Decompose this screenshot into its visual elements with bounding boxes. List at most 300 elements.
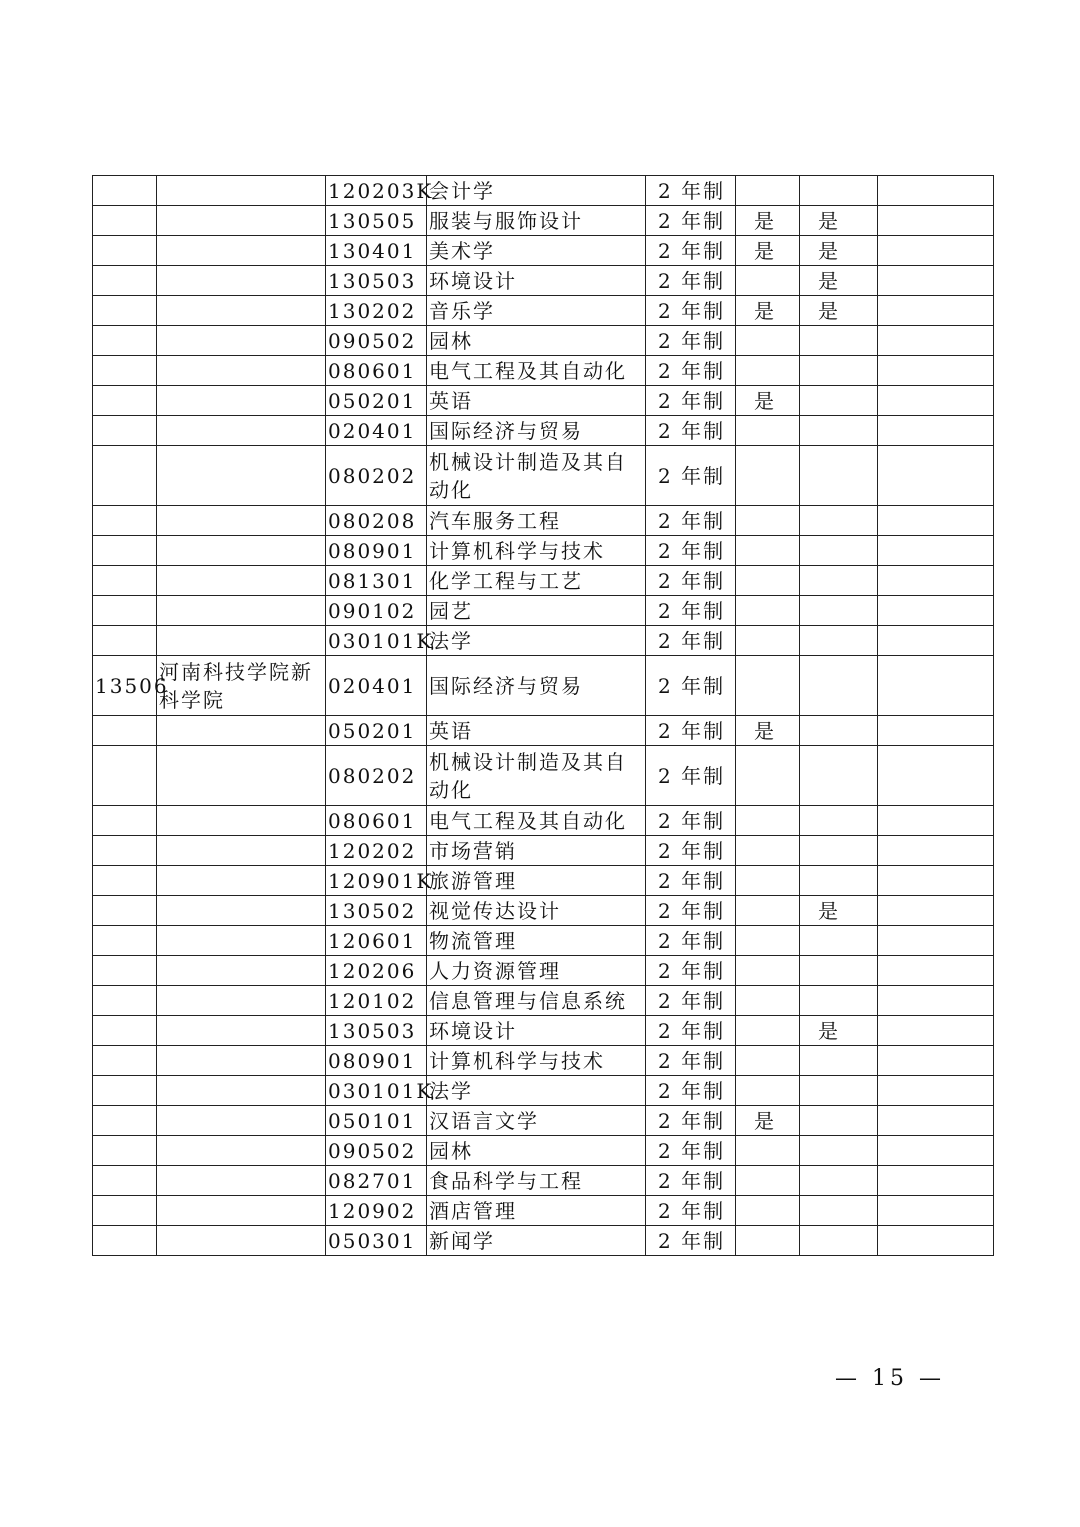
- flag-cell-b: [800, 416, 878, 446]
- major-name-cell: 音乐学: [427, 296, 646, 326]
- table-row: [93, 1136, 994, 1166]
- flag-cell-a: [736, 926, 800, 956]
- table-body: [93, 176, 994, 1256]
- flag-cell-a: [736, 806, 800, 836]
- flag-cell-a: [736, 506, 800, 536]
- school-code-cell: [93, 956, 157, 986]
- major-code-cell: 130503: [326, 266, 427, 296]
- school-code-cell: [93, 806, 157, 836]
- school-name-cell: [157, 206, 326, 236]
- major-code-cell: 081301: [326, 566, 427, 596]
- duration-cell: 2 年制: [646, 566, 736, 596]
- duration-cell: 2 年制: [646, 896, 736, 926]
- major-code-cell: 120902: [326, 1196, 427, 1226]
- flag-cell-b: [800, 1106, 878, 1136]
- major-code-cell: 020401: [326, 656, 427, 716]
- page-number: — 15 —: [835, 1366, 945, 1391]
- major-name-cell: 环境设计: [427, 266, 646, 296]
- table-row: [93, 656, 994, 716]
- school-name-cell: [157, 1196, 326, 1226]
- major-code-cell: 120601: [326, 926, 427, 956]
- table-row: [93, 806, 994, 836]
- blank-cell: [878, 956, 994, 986]
- major-code-cell: 030101K: [326, 626, 427, 656]
- table-row: [93, 296, 994, 326]
- major-name-cell: 环境设计: [427, 1016, 646, 1046]
- blank-cell: [878, 506, 994, 536]
- flag-cell-a: 是: [736, 296, 800, 326]
- table-row: [93, 446, 994, 506]
- school-code-cell: [93, 1046, 157, 1076]
- table-row: [93, 836, 994, 866]
- major-code-cell: 020401: [326, 416, 427, 446]
- blank-cell: [878, 896, 994, 926]
- major-code-cell: 130503: [326, 1016, 427, 1046]
- flag-cell-b: [800, 536, 878, 566]
- blank-cell: [878, 1226, 994, 1256]
- flag-cell-b: [800, 506, 878, 536]
- blank-cell: [878, 1076, 994, 1106]
- major-name-cell: 国际经济与贸易: [427, 416, 646, 446]
- school-name-cell: 河南科技学院新科学院: [157, 656, 326, 716]
- major-code-cell: 120102: [326, 986, 427, 1016]
- duration-cell: 2 年制: [646, 626, 736, 656]
- school-code-cell: [93, 566, 157, 596]
- blank-cell: [878, 716, 994, 746]
- flag-cell-a: [736, 536, 800, 566]
- flag-cell-a: [736, 866, 800, 896]
- blank-cell: [878, 866, 994, 896]
- table-row: [93, 566, 994, 596]
- flag-cell-a: [736, 1226, 800, 1256]
- major-name-cell: 食品科学与工程: [427, 1166, 646, 1196]
- flag-cell-b: 是: [800, 296, 878, 326]
- major-code-cell: 080901: [326, 536, 427, 566]
- flag-cell-a: [736, 566, 800, 596]
- school-name-cell: [157, 356, 326, 386]
- major-name-cell: 会计学: [427, 176, 646, 206]
- major-name-cell: 物流管理: [427, 926, 646, 956]
- table-row: [93, 416, 994, 446]
- blank-cell: [878, 1136, 994, 1166]
- blank-cell: [878, 566, 994, 596]
- major-code-cell: 050101: [326, 1106, 427, 1136]
- school-name-cell: [157, 416, 326, 446]
- duration-cell: 2 年制: [646, 656, 736, 716]
- duration-cell: 2 年制: [646, 926, 736, 956]
- major-code-cell: 080601: [326, 806, 427, 836]
- blank-cell: [878, 926, 994, 956]
- flag-cell-b: [800, 806, 878, 836]
- duration-cell: 2 年制: [646, 956, 736, 986]
- table-row: [93, 536, 994, 566]
- school-name-cell: [157, 866, 326, 896]
- duration-cell: 2 年制: [646, 266, 736, 296]
- duration-cell: 2 年制: [646, 416, 736, 446]
- major-name-cell: 化学工程与工艺: [427, 566, 646, 596]
- major-name-cell: 计算机科学与技术: [427, 1046, 646, 1076]
- blank-cell: [878, 386, 994, 416]
- flag-cell-a: [736, 896, 800, 926]
- table-row: [93, 506, 994, 536]
- duration-cell: 2 年制: [646, 1046, 736, 1076]
- blank-cell: [878, 236, 994, 266]
- duration-cell: 2 年制: [646, 176, 736, 206]
- major-code-cell: 080601: [326, 356, 427, 386]
- duration-cell: 2 年制: [646, 296, 736, 326]
- flag-cell-a: [736, 326, 800, 356]
- school-name-cell: [157, 836, 326, 866]
- flag-cell-b: 是: [800, 236, 878, 266]
- flag-cell-a: [736, 1016, 800, 1046]
- school-code-cell: [93, 416, 157, 446]
- school-name-cell: [157, 566, 326, 596]
- flag-cell-a: [736, 656, 800, 716]
- major-code-cell: 050201: [326, 386, 427, 416]
- duration-cell: 2 年制: [646, 836, 736, 866]
- school-name-cell: [157, 716, 326, 746]
- duration-cell: 2 年制: [646, 1106, 736, 1136]
- flag-cell-a: [736, 1046, 800, 1076]
- flag-cell-b: [800, 176, 878, 206]
- blank-cell: [878, 206, 994, 236]
- major-code-cell: 120203K: [326, 176, 427, 206]
- table-row: [93, 896, 994, 926]
- duration-cell: 2 年制: [646, 206, 736, 236]
- table-row: [93, 1226, 994, 1256]
- flag-cell-a: [736, 1136, 800, 1166]
- school-code-cell: [93, 596, 157, 626]
- table-row: [93, 356, 994, 386]
- flag-cell-b: [800, 836, 878, 866]
- major-name-cell: 园艺: [427, 596, 646, 626]
- blank-cell: [878, 1196, 994, 1226]
- blank-cell: [878, 626, 994, 656]
- table-row: [93, 626, 994, 656]
- school-name-cell: [157, 296, 326, 326]
- blank-cell: [878, 416, 994, 446]
- table-row: [93, 236, 994, 266]
- table-row: [93, 386, 994, 416]
- major-name-cell: 服装与服饰设计: [427, 206, 646, 236]
- blank-cell: [878, 176, 994, 206]
- flag-cell-b: [800, 926, 878, 956]
- school-name-cell: [157, 506, 326, 536]
- school-code-cell: [93, 1136, 157, 1166]
- flag-cell-b: [800, 1166, 878, 1196]
- blank-cell: [878, 1016, 994, 1046]
- school-name-cell: [157, 626, 326, 656]
- school-name-cell: [157, 1166, 326, 1196]
- school-name-cell: [157, 596, 326, 626]
- flag-cell-b: [800, 566, 878, 596]
- school-name-cell: [157, 746, 326, 806]
- major-name-cell: 计算机科学与技术: [427, 536, 646, 566]
- major-code-cell: 120202: [326, 836, 427, 866]
- school-code-cell: [93, 326, 157, 356]
- school-code-cell: [93, 1196, 157, 1226]
- flag-cell-b: 是: [800, 266, 878, 296]
- flag-cell-b: [800, 956, 878, 986]
- school-code-cell: [93, 1016, 157, 1046]
- major-name-cell: 法学: [427, 1076, 646, 1106]
- major-name-cell: 电气工程及其自动化: [427, 356, 646, 386]
- table-row: [93, 956, 994, 986]
- duration-cell: 2 年制: [646, 806, 736, 836]
- major-code-cell: 120206: [326, 956, 427, 986]
- flag-cell-b: [800, 446, 878, 506]
- school-name-cell: [157, 956, 326, 986]
- school-code-cell: [93, 896, 157, 926]
- school-code-cell: [93, 926, 157, 956]
- blank-cell: [878, 446, 994, 506]
- duration-cell: 2 年制: [646, 506, 736, 536]
- school-code-cell: [93, 716, 157, 746]
- table-row: [93, 866, 994, 896]
- table-row: [93, 926, 994, 956]
- major-code-cell: 082701: [326, 1166, 427, 1196]
- table-row: [93, 1166, 994, 1196]
- flag-cell-b: [800, 866, 878, 896]
- school-name-cell: [157, 926, 326, 956]
- duration-cell: 2 年制: [646, 1016, 736, 1046]
- flag-cell-a: 是: [736, 206, 800, 236]
- flag-cell-b: [800, 1076, 878, 1106]
- flag-cell-a: [736, 596, 800, 626]
- school-name-cell: [157, 806, 326, 836]
- school-code-cell: [93, 1226, 157, 1256]
- table-row: [93, 1196, 994, 1226]
- school-name-cell: [157, 1136, 326, 1166]
- major-name-cell: 旅游管理: [427, 866, 646, 896]
- major-name-cell: 酒店管理: [427, 1196, 646, 1226]
- flag-cell-b: 是: [800, 206, 878, 236]
- school-name-cell: [157, 1106, 326, 1136]
- school-name-cell: [157, 986, 326, 1016]
- school-name-cell: [157, 1046, 326, 1076]
- table-row: [93, 1016, 994, 1046]
- duration-cell: 2 年制: [646, 236, 736, 266]
- blank-cell: [878, 806, 994, 836]
- school-code-cell: [93, 986, 157, 1016]
- major-name-cell: 电气工程及其自动化: [427, 806, 646, 836]
- flag-cell-b: [800, 716, 878, 746]
- school-code-cell: [93, 296, 157, 326]
- school-code-cell: [93, 536, 157, 566]
- school-code-cell: [93, 866, 157, 896]
- table-row: [93, 206, 994, 236]
- school-name-cell: [157, 176, 326, 206]
- duration-cell: 2 年制: [646, 1196, 736, 1226]
- table-row: [93, 716, 994, 746]
- blank-cell: [878, 836, 994, 866]
- school-name-cell: [157, 266, 326, 296]
- duration-cell: 2 年制: [646, 986, 736, 1016]
- school-code-cell: [93, 446, 157, 506]
- school-code-cell: [93, 266, 157, 296]
- duration-cell: 2 年制: [646, 1226, 736, 1256]
- school-code-cell: [93, 1166, 157, 1196]
- table-row: [93, 596, 994, 626]
- blank-cell: [878, 596, 994, 626]
- duration-cell: 2 年制: [646, 746, 736, 806]
- major-name-cell: 国际经济与贸易: [427, 656, 646, 716]
- major-code-cell: 130502: [326, 896, 427, 926]
- flag-cell-a: 是: [736, 386, 800, 416]
- major-name-cell: 机械设计制造及其自动化: [427, 746, 646, 806]
- major-name-cell: 园林: [427, 1136, 646, 1166]
- major-code-cell: 120901K: [326, 866, 427, 896]
- major-code-cell: 130505: [326, 206, 427, 236]
- school-name-cell: [157, 326, 326, 356]
- major-code-cell: 090502: [326, 326, 427, 356]
- major-name-cell: 英语: [427, 716, 646, 746]
- major-name-cell: 视觉传达设计: [427, 896, 646, 926]
- school-code-cell: [93, 1076, 157, 1106]
- table-row: [93, 986, 994, 1016]
- major-name-cell: 机械设计制造及其自动化: [427, 446, 646, 506]
- blank-cell: [878, 1166, 994, 1196]
- school-code-cell: [93, 356, 157, 386]
- flag-cell-b: [800, 626, 878, 656]
- school-name-cell: [157, 1076, 326, 1106]
- table-row: [93, 176, 994, 206]
- flag-cell-a: [736, 836, 800, 866]
- duration-cell: 2 年制: [646, 356, 736, 386]
- major-code-cell: 050301: [326, 1226, 427, 1256]
- flag-cell-b: [800, 596, 878, 626]
- major-code-cell: 090502: [326, 1136, 427, 1166]
- duration-cell: 2 年制: [646, 386, 736, 416]
- flag-cell-a: [736, 1076, 800, 1106]
- school-code-cell: [93, 1106, 157, 1136]
- duration-cell: 2 年制: [646, 866, 736, 896]
- flag-cell-a: [736, 986, 800, 1016]
- flag-cell-b: [800, 1196, 878, 1226]
- table-row: [93, 1106, 994, 1136]
- major-name-cell: 人力资源管理: [427, 956, 646, 986]
- major-code-cell: 080202: [326, 746, 427, 806]
- table-row: [93, 1046, 994, 1076]
- flag-cell-b: [800, 656, 878, 716]
- major-table: [92, 175, 994, 1256]
- flag-cell-b: [800, 1136, 878, 1166]
- flag-cell-b: 是: [800, 1016, 878, 1046]
- duration-cell: 2 年制: [646, 716, 736, 746]
- flag-cell-b: [800, 356, 878, 386]
- flag-cell-a: 是: [736, 1106, 800, 1136]
- major-name-cell: 信息管理与信息系统: [427, 986, 646, 1016]
- flag-cell-a: [736, 446, 800, 506]
- blank-cell: [878, 1046, 994, 1076]
- table-row: [93, 746, 994, 806]
- table-row: [93, 326, 994, 356]
- school-name-cell: [157, 896, 326, 926]
- flag-cell-b: [800, 1046, 878, 1076]
- flag-cell-b: 是: [800, 896, 878, 926]
- major-code-cell: 090102: [326, 596, 427, 626]
- flag-cell-a: [736, 416, 800, 446]
- school-code-cell: [93, 386, 157, 416]
- blank-cell: [878, 356, 994, 386]
- flag-cell-a: 是: [736, 236, 800, 266]
- major-code-cell: 080202: [326, 446, 427, 506]
- school-name-cell: [157, 236, 326, 266]
- school-code-cell: [93, 506, 157, 536]
- blank-cell: [878, 536, 994, 566]
- school-code-cell: [93, 176, 157, 206]
- flag-cell-b: [800, 986, 878, 1016]
- flag-cell-a: [736, 956, 800, 986]
- major-code-cell: 030101K: [326, 1076, 427, 1106]
- school-name-cell: [157, 536, 326, 566]
- school-name-cell: [157, 1016, 326, 1046]
- major-name-cell: 法学: [427, 626, 646, 656]
- major-name-cell: 英语: [427, 386, 646, 416]
- major-name-cell: 汽车服务工程: [427, 506, 646, 536]
- major-name-cell: 新闻学: [427, 1226, 646, 1256]
- school-name-cell: [157, 386, 326, 416]
- school-code-cell: [93, 746, 157, 806]
- flag-cell-b: [800, 746, 878, 806]
- blank-cell: [878, 746, 994, 806]
- major-name-cell: 园林: [427, 326, 646, 356]
- major-code-cell: 080208: [326, 506, 427, 536]
- major-name-cell: 汉语言文学: [427, 1106, 646, 1136]
- school-code-cell: [93, 836, 157, 866]
- duration-cell: 2 年制: [646, 536, 736, 566]
- flag-cell-a: 是: [736, 716, 800, 746]
- duration-cell: 2 年制: [646, 326, 736, 356]
- flag-cell-a: [736, 356, 800, 386]
- major-code-cell: 050201: [326, 716, 427, 746]
- school-code-cell: [93, 626, 157, 656]
- school-name-cell: [157, 1226, 326, 1256]
- flag-cell-a: [736, 626, 800, 656]
- flag-cell-a: [736, 1166, 800, 1196]
- school-name-cell: [157, 446, 326, 506]
- major-code-cell: 130401: [326, 236, 427, 266]
- flag-cell-b: [800, 386, 878, 416]
- blank-cell: [878, 326, 994, 356]
- flag-cell-a: [736, 1196, 800, 1226]
- major-name-cell: 美术学: [427, 236, 646, 266]
- blank-cell: [878, 656, 994, 716]
- school-code-cell: [93, 236, 157, 266]
- duration-cell: 2 年制: [646, 446, 736, 506]
- duration-cell: 2 年制: [646, 596, 736, 626]
- school-code-cell: [93, 206, 157, 236]
- major-name-cell: 市场营销: [427, 836, 646, 866]
- flag-cell-a: [736, 746, 800, 806]
- table-row: [93, 1076, 994, 1106]
- blank-cell: [878, 266, 994, 296]
- flag-cell-a: [736, 266, 800, 296]
- major-code-cell: 130202: [326, 296, 427, 326]
- table-row: [93, 266, 994, 296]
- school-code-cell: 13506: [93, 656, 157, 716]
- blank-cell: [878, 986, 994, 1016]
- duration-cell: 2 年制: [646, 1136, 736, 1166]
- blank-cell: [878, 296, 994, 326]
- duration-cell: 2 年制: [646, 1166, 736, 1196]
- blank-cell: [878, 1106, 994, 1136]
- flag-cell-b: [800, 326, 878, 356]
- flag-cell-a: [736, 176, 800, 206]
- duration-cell: 2 年制: [646, 1076, 736, 1106]
- flag-cell-b: [800, 1226, 878, 1256]
- major-code-cell: 080901: [326, 1046, 427, 1076]
